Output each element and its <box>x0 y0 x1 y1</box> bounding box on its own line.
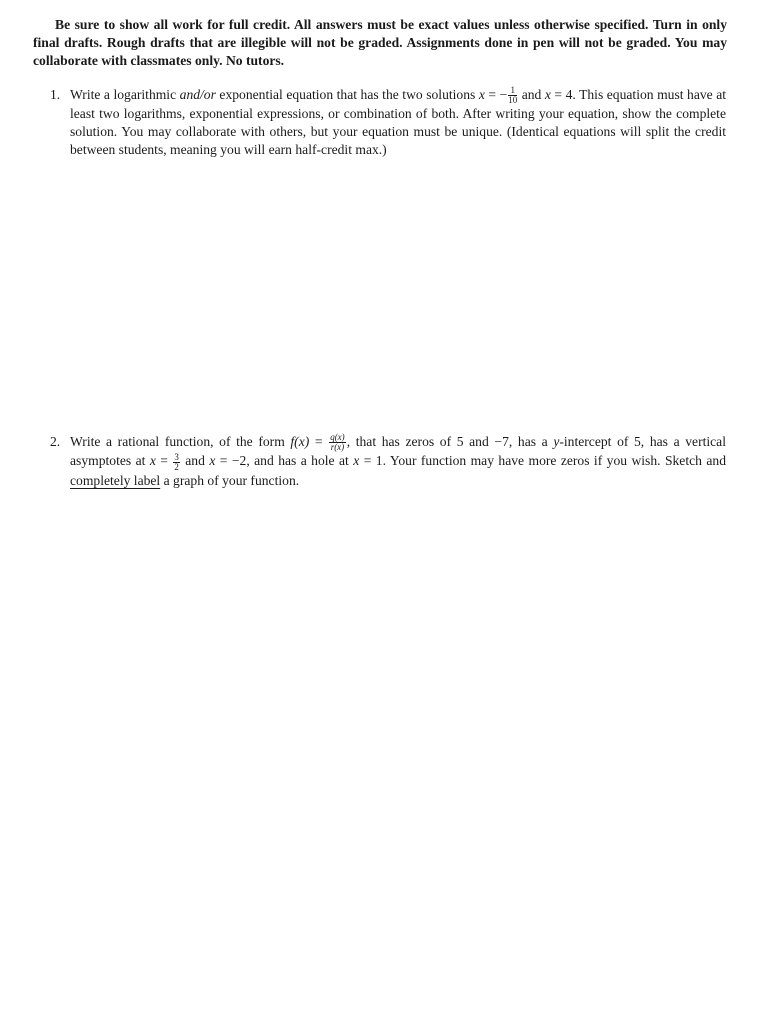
problem-text: a graph of your function. <box>160 472 300 488</box>
math-variable: x <box>149 453 156 469</box>
problem-text: , that has zeros of 5 and −7, has a <box>346 434 554 449</box>
problem-text: -intercept of 5, has a vertical asymptotes at <box>70 434 726 469</box>
problem-text: and <box>180 453 210 469</box>
math-variable: x <box>544 87 551 102</box>
math-text: = 1. <box>359 453 390 469</box>
problem-2-text <box>70 433 726 490</box>
fraction <box>329 433 346 452</box>
fraction-numerator: 1 <box>508 86 517 96</box>
fraction-denominator: r(x) <box>330 442 345 453</box>
math-variable: x <box>209 453 216 469</box>
problem-number: 1. <box>50 87 61 102</box>
problem-text: Write a logarithmic <box>70 87 180 102</box>
fraction <box>508 86 517 105</box>
problem-number: 2. <box>50 434 61 449</box>
math-variable: x <box>353 453 360 469</box>
problem-text: exponential equation that has the two solutions <box>215 87 479 102</box>
problem-text: Your function may have more zeros if you wish. Sketch and <box>389 453 726 469</box>
instructions-paragraph <box>33 16 727 70</box>
problem-text: Write a rational function, of the form <box>70 434 291 449</box>
problem-text: and <box>518 87 545 102</box>
problem-1 <box>50 86 726 159</box>
math-text: = <box>155 453 173 469</box>
fraction <box>173 453 180 472</box>
math-variable: x <box>478 87 485 102</box>
problem-1-text <box>70 86 726 159</box>
instructions-text: Be sure to show all work for full credit. All answers must be exact values unless otherwise specified. Turn in only final drafts. Rough drafts that are illegible will not be graded. Assignments done in pen will not be graded. You may collaborate with classmates only. No tutors. <box>33 17 727 68</box>
problem-2 <box>50 433 726 490</box>
fraction-denominator: 2 <box>174 461 179 472</box>
math-text: = −2, and has a hole at <box>215 453 354 469</box>
problem-text: This equation must have at least two logarithms, exponential expressions, or combination of both. After writing your equation, show the complete solution. You may collaborate with others, but your equation must be unique. (Identical equations will split the credit between students, meaning you will earn half-credit max.) <box>70 87 727 158</box>
fraction-numerator: 3 <box>174 451 179 462</box>
math-text: = 4. <box>550 87 580 102</box>
math-text: = <box>309 434 329 449</box>
fraction-numerator: q(x) <box>330 432 345 443</box>
emphasis-text: and/or <box>179 87 216 102</box>
math-variable: y <box>553 434 560 449</box>
underlined-text: completely label <box>70 472 161 488</box>
math-function: f(x) <box>290 434 310 449</box>
math-text: = − <box>484 87 508 102</box>
fraction-denominator: 10 <box>508 95 518 106</box>
